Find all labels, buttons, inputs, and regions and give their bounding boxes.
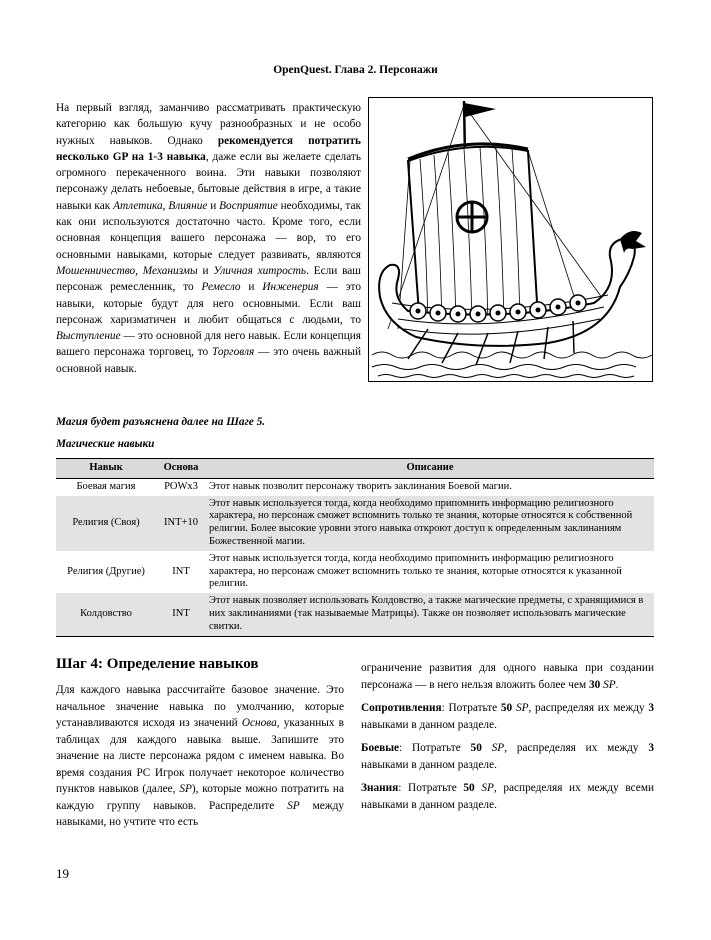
- bold-number: 50: [500, 702, 513, 714]
- text: : Потратьте: [441, 702, 501, 714]
- text: необходимы, так как они используются достаточно часто. Кроме того, если основная концепция вашего персонажа — вор, то его основными навыками, которые следует развивать, являются: [56, 199, 361, 261]
- category-label: Знания: [361, 782, 399, 794]
- italic-term: SP: [515, 702, 529, 714]
- base-cell: POWx3: [164, 480, 198, 492]
- description-cell: Этот навык позволяет использовать Колдовство, а также магические предметы, с хранящимися в них заклинаниями (так называемые Матрицы). Также он позволяет использовать магические свитки.: [206, 593, 654, 636]
- text: : Потратьте: [399, 742, 471, 754]
- skill-cell: Религия (Своя): [56, 496, 156, 551]
- text: и: [207, 199, 220, 212]
- skill-name: Инженерия: [262, 281, 319, 294]
- text: между навыками, но учтите что есть: [56, 799, 344, 828]
- step4-paragraph: [56, 682, 344, 831]
- bold-number: 30: [588, 678, 601, 691]
- text: , распределяя их между: [528, 702, 649, 714]
- knowledge-paragraph: [361, 780, 654, 813]
- description-cell: Этот навык используется тогда, когда необходимо припомнить информацию религиозного характера, но персонаж сможет вспомнить только те знания, которые относятся к собственной религии. Более высокие уровни этого навыка откроют доступ к определенным заклинаниям Божественной магии.: [206, 496, 654, 551]
- limit-paragraph: [361, 660, 654, 693]
- description-cell: Этот навык используется тогда, когда необходимо припомнить информацию религиозного характера, но персонаж сможет вспомнить только те знания, которые относятся к указанной религии.: [209, 552, 622, 590]
- skill-name: Торговля: [212, 346, 255, 359]
- bold-number: 50: [463, 782, 475, 794]
- table-row: [56, 593, 654, 636]
- table-row: [56, 478, 654, 495]
- text: , распределяя их между всеми навыками в данном разделе.: [361, 782, 655, 811]
- text: — это навыки, которые будут для него основными. Если ваш персонаж харизматичен и любит общаться с людьми, то: [56, 281, 361, 326]
- skill-name: Восприятие: [219, 199, 278, 212]
- italic-term: Основа: [241, 717, 277, 729]
- skill-cell: Колдовство: [56, 593, 156, 636]
- base-cell: INT: [156, 593, 206, 636]
- skill-name: Мошенничество: [56, 264, 136, 277]
- category-label: Сопротивления: [361, 702, 442, 714]
- table-row: [56, 496, 654, 551]
- text: На первый взгляд, заманчиво рассматривать практическую категорию как большую кучу разнообразных и не особо нужных навыков. Однако: [56, 102, 361, 147]
- text: навыками в данном разделе.: [361, 758, 497, 771]
- text: . Если ваш персонаж ремесленник, то: [56, 264, 362, 294]
- text: ,: [162, 199, 169, 212]
- skill-name: Механизмы: [142, 264, 198, 277]
- italic-term: SP: [481, 782, 494, 794]
- skill-name: Выступление: [56, 330, 121, 343]
- table-title: Магические навыки: [56, 438, 155, 450]
- column-header: Описание: [206, 459, 654, 479]
- resistances-paragraph: [361, 700, 654, 733]
- base-cell: INT: [172, 565, 190, 577]
- text: ,: [135, 264, 143, 277]
- bold-text: рекомендуется потратить несколько GP на 1-3 навыка: [56, 134, 361, 163]
- intro-paragraph: [56, 100, 361, 377]
- section-heading: Шаг 4: Определение навыков: [56, 656, 259, 672]
- skill-name: Ремесло: [201, 281, 241, 294]
- category-label: Боевые: [361, 742, 400, 754]
- italic-term: SP: [287, 799, 300, 812]
- italic-term: SP: [603, 678, 616, 691]
- description-cell: Этот навык позволит персонажу творить заклинания Боевой магии.: [209, 480, 512, 492]
- right-column: [361, 660, 654, 820]
- text: : Потратьте: [398, 782, 464, 794]
- skill-name: Атлетика: [113, 199, 163, 212]
- magic-note: Магия будет разъяснена далее на Шаге 5.: [56, 416, 266, 428]
- table-row: [56, 551, 654, 593]
- text: , распределяя их между: [504, 742, 649, 754]
- text: ограничение развития для одного навыка при создании персонажа — в него нельзя вложить более чем: [361, 662, 654, 691]
- italic-term: SP: [179, 783, 192, 795]
- text: и: [197, 264, 214, 277]
- viking-ship-illustration: [368, 97, 653, 382]
- skill-cell: Боевая магия: [76, 480, 136, 492]
- italic-term: SP: [491, 742, 505, 754]
- text: .: [615, 678, 619, 691]
- bold-number: 3: [648, 702, 654, 714]
- text: , даже если вы желаете сделать огромного перекаченного воина. Эти навыки позволяют персонажу делать небоевые, бытовые действия в игре, а такие навыки как: [56, 150, 361, 212]
- text: и: [240, 281, 263, 294]
- magic-skills-table: [56, 458, 654, 637]
- combat-paragraph: [361, 740, 654, 773]
- skill-name: Уличная хитрость: [213, 264, 307, 277]
- skill-cell: Религия (Другие): [67, 565, 145, 577]
- text: , указанных в таблицах для каждого навыка выше. Запишите это значение на листе персонажа рядом с именем навыка. Во время создания PC Игрок получает некоторое количество пунктов навыков (далее,: [56, 717, 345, 795]
- column-header: Навык: [56, 459, 156, 479]
- bold-number: 50: [470, 742, 482, 754]
- text: ), которые можно потратить на каждую группу навыков. Распределите: [56, 783, 344, 812]
- skill-name: Влияние: [168, 199, 208, 212]
- text: — это основной для него навык. Если концепция вашего персонажа торговец, то: [56, 330, 361, 359]
- bold-number: 3: [648, 742, 655, 754]
- text: — это очень важный основной навык.: [56, 346, 361, 375]
- page-header: OpenQuest. Глава 2. Персонажи: [273, 64, 438, 76]
- text: навыками в данном разделе.: [361, 718, 497, 731]
- base-cell: INT+10: [156, 496, 206, 551]
- text: Для каждого навыка рассчитайте базовое значение. Это начальное значение навыка по умолчанию, которые устанавливаются исходя из значений: [56, 684, 344, 729]
- table-header-row: [56, 459, 654, 479]
- column-header: Основа: [156, 459, 206, 479]
- left-column: [56, 656, 344, 838]
- page-number: 19: [56, 866, 69, 881]
